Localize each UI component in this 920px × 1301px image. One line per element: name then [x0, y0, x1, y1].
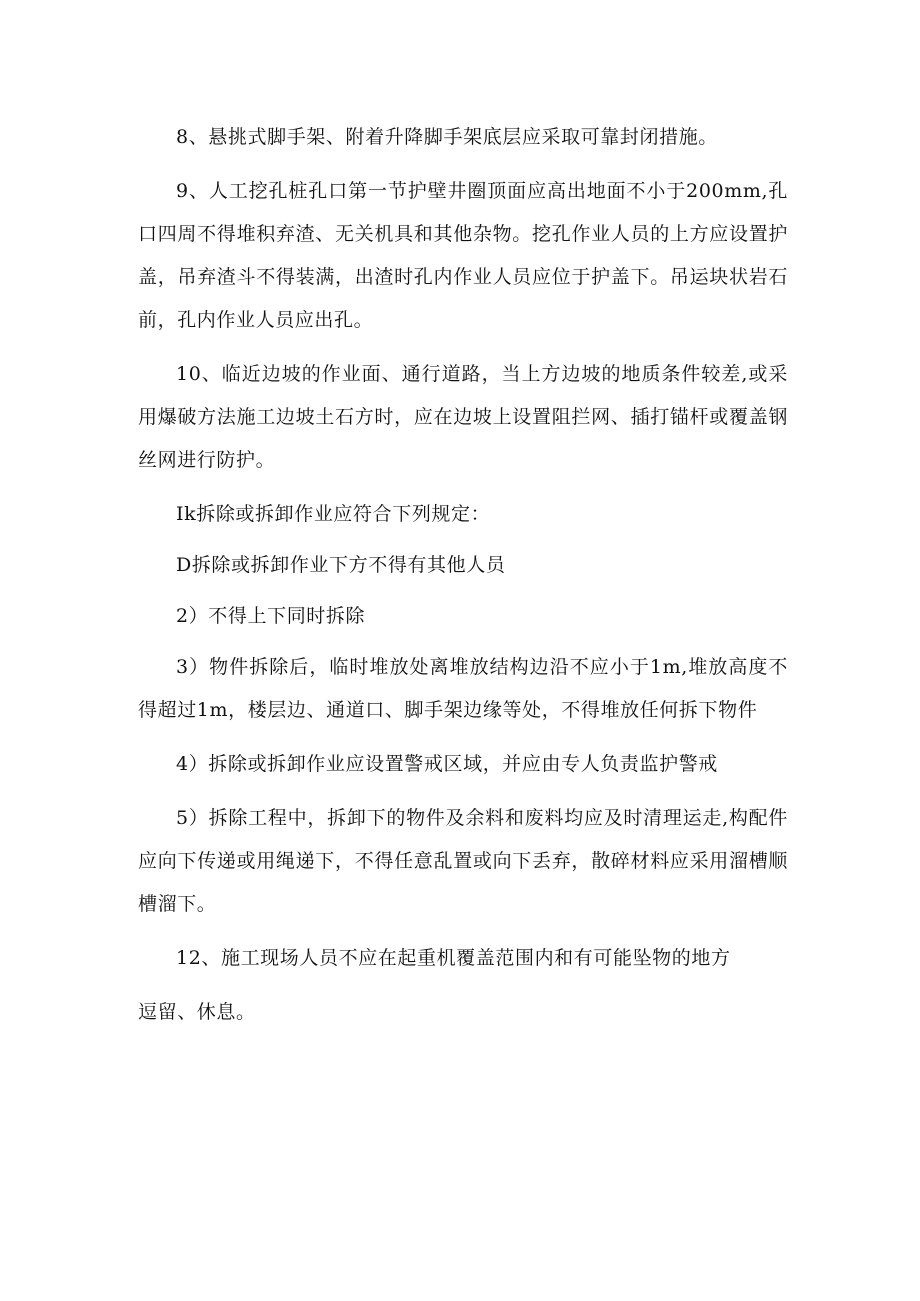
paragraph-9: 9、人工挖孔桩孔口第一节护壁井圈顶面应高出地面不小于200mm,孔口四周不得堆积弃渣、无关机具和其他杂物。挖孔作业人员的上方应设置护盖，吊弃渣斗不得装满，出渣时孔内作业人员应位于护盖下。吊运块状岩石前，孔内作业人员应出孔。 — [138, 180, 788, 331]
paragraph-11-item-5: 5）拆除工程中，拆卸下的物件及余料和废料均应及时清理运走,构配件应向下传递或用绳递下，不得任意乱置或向下丢弃，散碎材料应采用溜槽顺槽溜下。 — [138, 807, 788, 915]
paragraph-10: 10、临近边坡的作业面、通行道路，当上方边坡的地质条件较差,或采用爆破方法施工边坡土石方时，应在边坡上设置阻拦网、插打锚杆或覆盖钢丝网进行防护。 — [138, 363, 788, 471]
paragraph-12: 12、施工现场人员不应在起重机覆盖范围内和有可能坠物的地方 — [176, 947, 731, 969]
paragraph-12-continuation: 逗留、休息。 — [138, 1001, 256, 1023]
paragraph-11-item-3: 3）物件拆除后，临时堆放处离堆放结构边沿不应小于1m,堆放高度不得超过1m，楼层边、通道口、脚手架边缘等处，不得堆放任何拆下物件 — [138, 656, 788, 721]
paragraph-11-item-2: 2）不得上下同时拆除 — [176, 605, 366, 627]
paragraph-11-item-4: 4）拆除或拆卸作业应设置警戒区域，并应由专人负责监护警戒 — [176, 753, 718, 775]
paragraph-8: 8、悬挑式脚手架、附着升降脚手架底层应采取可靠封闭措施。 — [176, 126, 718, 148]
paragraph-11-item-1: D拆除或拆卸作业下方不得有其他人员 — [176, 554, 506, 576]
paragraph-11-heading: Ik拆除或拆卸作业应符合下列规定： — [176, 503, 491, 525]
document-body — [138, 116, 788, 1045]
